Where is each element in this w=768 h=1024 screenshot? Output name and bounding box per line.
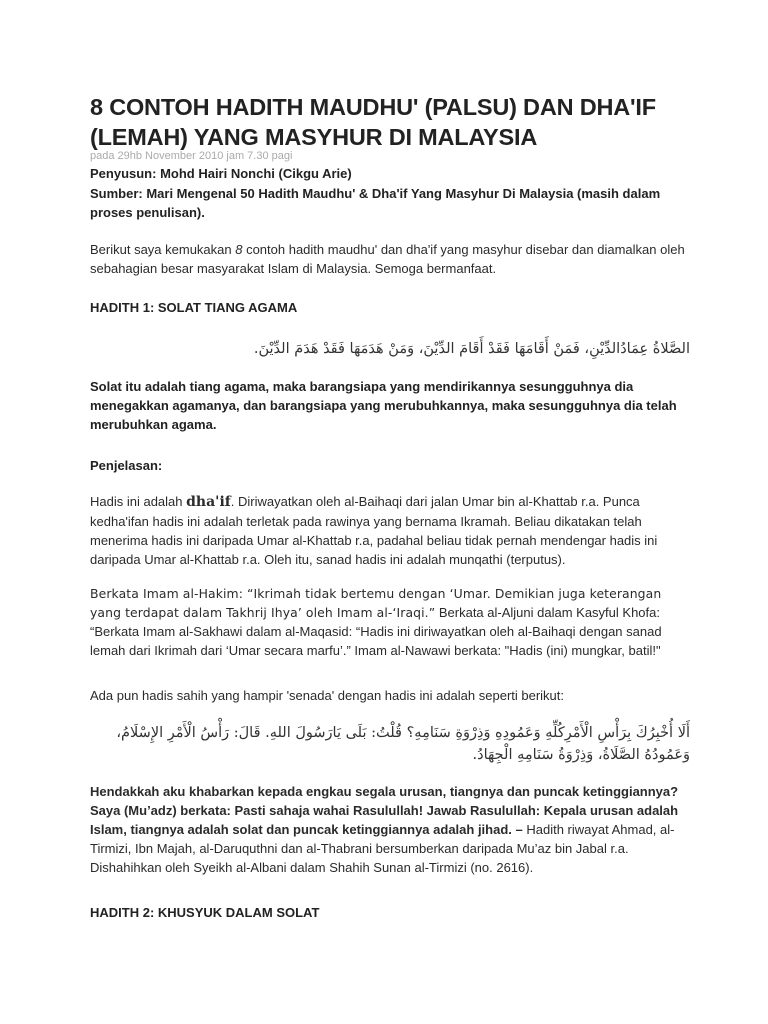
author-line: Penyusun: Mohd Hairi Nonchi (Cikgu Arie): [90, 166, 352, 181]
expl1-text-before: Hadis ini adalah: [90, 494, 187, 509]
sahih-hadith-arabic: أَلَا أُخْبِرُكَ بِرَأْسِ الْأَمْرِكُلِّهِ وَعَمُودِهِ وَذِرْوَةِ سَنَامِهِ؟ قُلْتُ: بَلَى يَارَسُولَ اللهِ. قَالَ: رَأْسُ الْأَمْرِ الإِسْلَامُ، وَعَمُودُهُ الصَّلَاةُ، وَذِرْوَةُ سَنَامِهِ الْجِهَادُ.: [116, 725, 690, 763]
penjelasan-label: Penjelasan:: [90, 458, 163, 473]
source-line: Sumber: Mari Mengenal 50 Hadith Maudhu' & Dha'if Yang Masyhur Di Malaysia (masih dalam proses penulisan).: [90, 186, 661, 220]
title-line-2: (LEMAH) YANG MASYHUR DI MALAYSIA: [90, 124, 538, 150]
dhaif-term: dha'if: [186, 494, 231, 510]
hadith1-translation: Solat itu adalah tiang agama, maka barangsiapa yang mendirikannya sesungguhnya dia menegakkan agamanya, dan barangsiapa yang merubuhkannya, maka sesungguhnya dia telah merubuhkan agama.: [90, 379, 677, 432]
intro-paragraph: [90, 240, 690, 278]
hadith2-heading: HADITH 2: KHUSYUK DALAM SOLAT: [90, 905, 320, 920]
hakim-quote: Berkata Imam al-Hakim: “Ikrimah tidak bertemu dengan ‘Umar. Demikian juga keterangan yang terdapat dalam Takhrij Ihya’ oleh Imam al-‘Iraqi.”: [90, 586, 662, 620]
sahih-hadith-block: [90, 782, 690, 877]
intro-text-before: Berikut saya kemukakan: [90, 242, 236, 257]
explanation-paragraph-3: Ada pun hadis sahih yang hampir 'senada' dengan hadis ini adalah seperti berikut:: [90, 688, 565, 703]
title-line-1: 8 CONTOH HADITH MAUDHU' (PALSU) DAN DHA'IF: [90, 94, 656, 120]
intro-text-after: contoh hadith maudhu' dan dha'if yang masyhur disebar dan diamalkan oleh sebahagian besar masyarakat Islam di Malaysia. Semoga bermanfaat.: [90, 242, 685, 276]
hadith1-arabic-text: الصَّلاةُ عِمَادُالدِّيْنِ، فَمَنْ أَقَامَهَا فَقَدْ أَقَامَ الدِّيْنَ، وَمَنْ هَدَمَهَا فَقَدْ هَدَمَ الدِّيْنَ.: [253, 341, 690, 357]
explanation-paragraph-2: [90, 584, 690, 660]
sahih-translation: Hendakkah aku khabarkan kepada engkau segala urusan, tiangnya dan puncak ketinggiannya? Saya (Mu’adz) berkata: Pasti sahaja wahai Rasulullah! Jawab Rasulullah: Kepala urusan adalah Islam, tiangnya adalah solat dan puncak ketinggiannya adalah jihad. –: [90, 784, 679, 837]
expl1-text-after: . Diriwayatkan oleh al-Baihaqi dari jalan Umar bin al-Khattab r.a. Punca kedha'ifan hadis ini adalah terletak pada rawinya yang bernama Ikramah. Beliau dikatakan telah menerima hadis ini daripada Umar al-Khattab r.a, padahal beliau tidak pernah mendengar hadis ini daripada Umar al-Khattab r.a. Oleh itu, sanad hadis ini adalah munqathi (terputus).: [90, 494, 658, 567]
post-date: pada 29hb November 2010 jam 7.30 pagi: [90, 150, 293, 162]
expl2-rest: Berkata al-Aljuni dalam Kasyful Khofa: “Berkata Imam al-Sakhawi dalam al-Maqasid: “Hadis ini diriwayatkan oleh al-Baihaqi dengan sanad lemah dari Ikrimah dari ‘Umar secara marfu’.” Imam al-Nawawi berkata: "Hadis (ini) mungkar, batil!": [90, 605, 662, 658]
explanation-paragraph-1: [90, 492, 690, 569]
hadith1-heading: HADITH 1: SOLAT TIANG AGAMA: [90, 300, 298, 315]
sahih-source: Hadith riwayat Ahmad, al-Tirmizi, Ibn Majah, al-Daruquthni dan al-Thabrani bersumberkan daripada Mu’az bin Jabal r.a. Dishahihkan oleh Syeikh al-Albani dalam Shahih Sunan al-Tirmizi (no. 2616).: [90, 822, 675, 875]
article-title: [90, 92, 730, 152]
intro-number: 8: [235, 242, 243, 257]
